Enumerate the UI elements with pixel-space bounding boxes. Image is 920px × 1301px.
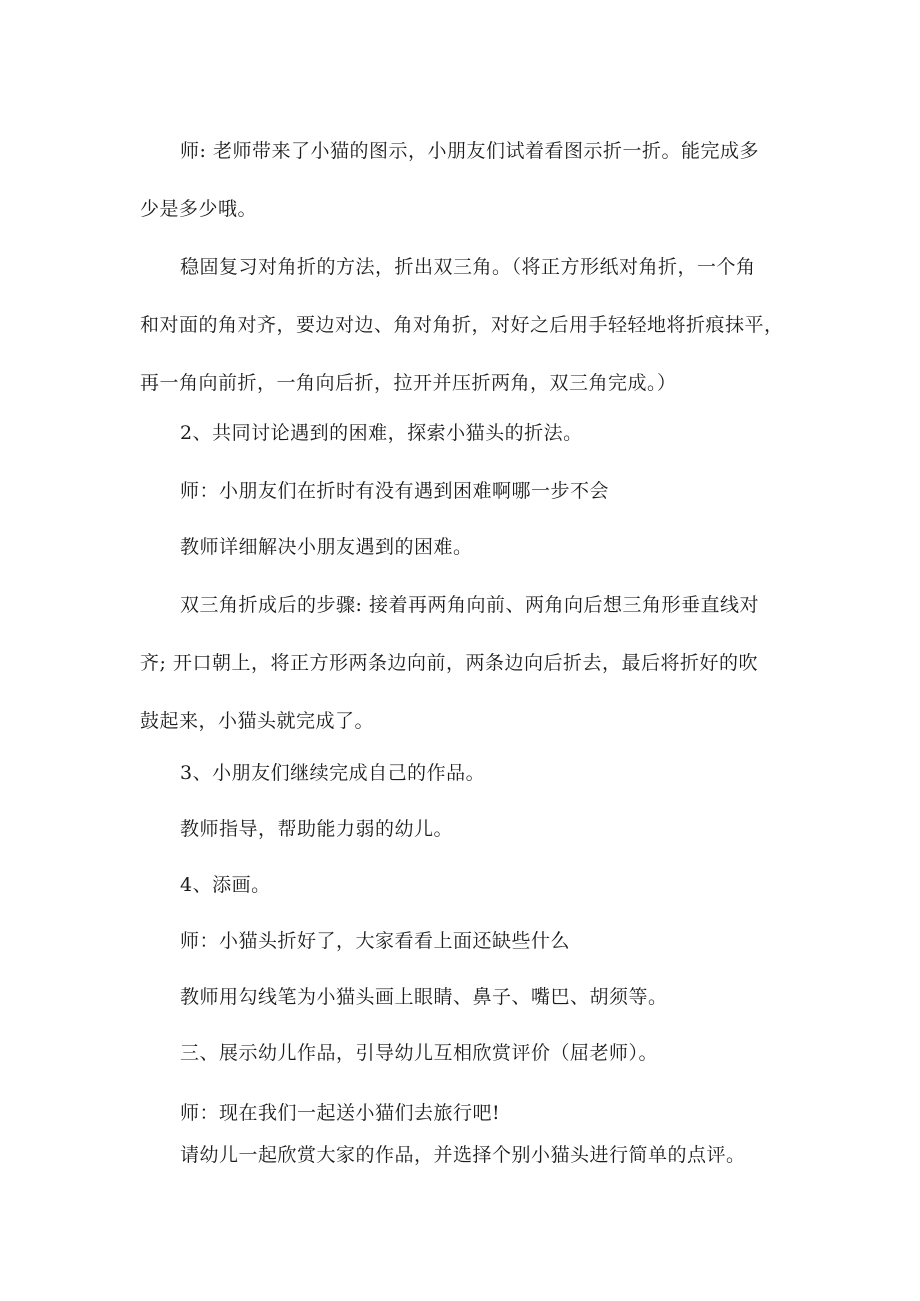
paragraph-step-3 xyxy=(140,744,780,802)
text-line: 师：小猫头折好了，大家看看上面还缺些什么 xyxy=(180,930,571,952)
text-line: 鼓起来，小猫头就完成了。 xyxy=(140,710,375,732)
text-line: 教师用勾线笔为小猫头画上眼睛、鼻子、嘴巴、胡须等。 xyxy=(180,986,668,1008)
text-line: 教师详细解决小朋友遇到的困难。 xyxy=(180,536,473,558)
text-line: 请幼儿一起欣赏大家的作品，并选择个别小猫头进行简单的点评。 xyxy=(180,1144,746,1166)
text-line: 再一角向前折，一角向后折，拉开并压折两角，双三角完成。） xyxy=(140,372,677,394)
text-line: 2、共同讨论遇到的困难，探索小猫头的折法。 xyxy=(180,422,583,444)
text-line: 齐; 开口朝上，将正方形两条边向前，两条边向后折去，最后将折好的吹 xyxy=(140,652,758,674)
paragraph-step-4 xyxy=(140,856,780,914)
paragraph-teacher-guide xyxy=(140,800,780,858)
text-line: 师：现在我们一起送小猫们去旅行吧! xyxy=(180,1102,501,1124)
text-line: 师：小朋友们在折时有没有遇到困难啊哪一步不会 xyxy=(180,480,610,502)
paragraph-fold-steps xyxy=(140,576,780,750)
paragraph-teacher-question xyxy=(140,462,780,520)
text-line: 4、添画。 xyxy=(180,874,271,896)
paragraph-teacher-ask xyxy=(140,912,780,970)
text-line: 3、小朋友们继续完成自己的作品。 xyxy=(180,762,486,784)
text-line: 少是多少哦。 xyxy=(140,198,258,220)
paragraph-section-3 xyxy=(140,1024,780,1082)
text-line: 双三角折成后的步骤: 接着再两角向前、两角向后想三角形垂直线对 xyxy=(180,594,759,616)
paragraph-teacher-intro xyxy=(140,122,780,238)
text-line: 稳固复习对角折的方法，折出双三角。（将正方形纸对角折，一个角 xyxy=(180,256,756,278)
text-line: 师: 老师带来了小猫的图示，小朋友们试着看图示折一折。能完成多 xyxy=(180,140,759,162)
paragraph-step-2 xyxy=(140,404,780,462)
paragraph-teacher-solve xyxy=(140,518,780,576)
paragraph-teacher-draw xyxy=(140,968,780,1026)
paragraph-teacher-travel xyxy=(140,1098,780,1128)
text-line: 教师指导，帮助能力弱的幼儿。 xyxy=(180,818,454,840)
text-line: 和对面的角对齐，要边对边、角对角折，对好之后用手轻轻地将折痕抹平， xyxy=(140,314,784,336)
paragraph-appreciate xyxy=(140,1140,780,1170)
paragraph-review-method xyxy=(140,238,784,412)
text-line: 三、展示幼儿作品，引导幼儿互相欣赏评价（屈老师）。 xyxy=(180,1042,659,1064)
